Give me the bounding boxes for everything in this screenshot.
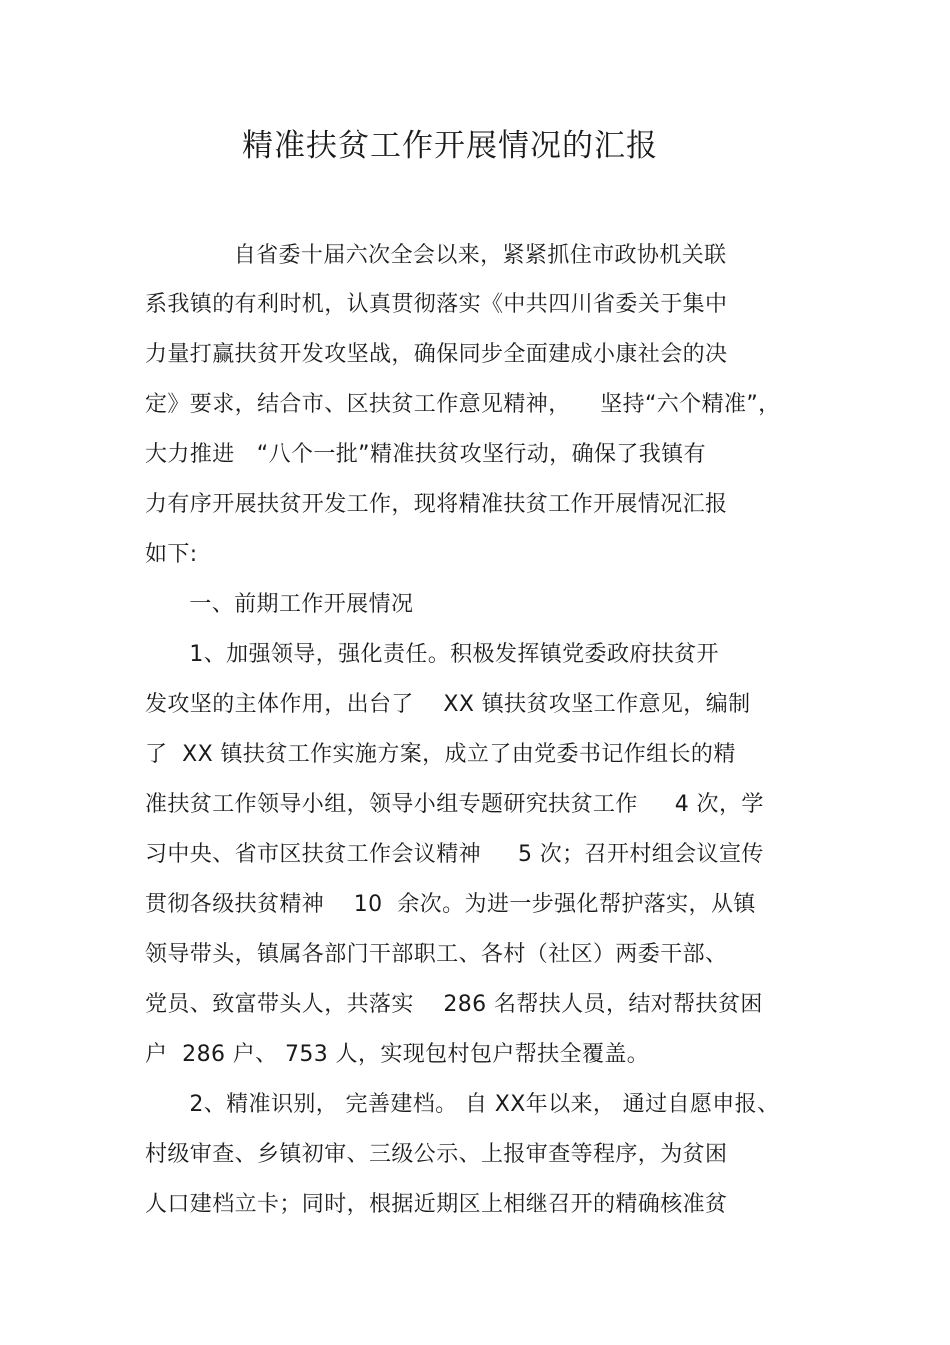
paragraph-line: 力量打赢扶贫开发攻坚战，确保同步全面建成小康社会的决 (145, 342, 728, 367)
paragraph-line: 准扶贫工作领导小组，领导小组专题研究扶贫工作 4 次，学 (145, 792, 764, 817)
paragraph-line: 户 286 户、 753 人，实现包村包户帮扶全覆盖。 (145, 1042, 650, 1067)
paragraph-line: 力有序开展扶贫开发工作，现将精准扶贫工作开展情况汇报 (145, 492, 728, 517)
document-title: 精准扶贫工作开展情况的汇报 (242, 128, 658, 164)
paragraph-line: 党员、致富带头人，共落实 286 名帮扶人员，结对帮扶贫困 (145, 992, 763, 1017)
paragraph-line: 2、精准识别， 完善建档。 自 XX年以来， 通过自愿申报、 (145, 1092, 780, 1117)
paragraph-line: 大力推进 “八个一批”精准扶贫攻坚行动，确保了我镇有 (145, 442, 706, 467)
paragraph-line: 了 XX 镇扶贫工作实施方案，成立了由党委书记作组长的精 (145, 742, 736, 767)
paragraph-line: 1、加强领导，强化责任。积极发挥镇党委政府扶贫开 (145, 642, 719, 667)
paragraph-line: 系我镇的有利时机，认真贯彻落实《中共四川省委关于集中 (145, 292, 728, 317)
paragraph-line: 贯彻各级扶贫精神 10 余次。为进一步强化帮护落实，从镇 (145, 892, 756, 917)
section-heading: 一、前期工作开展情况 (145, 592, 414, 617)
paragraph-line: 村级审查、乡镇初审、三级公示、上报审查等程序，为贫困 (145, 1142, 728, 1167)
paragraph-line: 习中央、省市区扶贫工作会议精神 5 次；召开村组会议宣传 (145, 842, 764, 867)
paragraph-line: 人口建档立卡；同时，根据近期区上相继召开的精确核准贫 (145, 1192, 728, 1217)
paragraph-line: 定》要求，结合市、区扶贫工作意见精神， 坚持“六个精准”， (145, 392, 781, 417)
paragraph-line: 发攻坚的主体作用，出台了 XX 镇扶贫攻坚工作意见，编制 (145, 692, 751, 717)
paragraph-line: 如下: (145, 542, 198, 567)
paragraph-line: 领导带头，镇属各部门干部职工、各村（社区）两委干部、 (145, 942, 728, 967)
paragraph-line: 自省委十届六次全会以来，紧紧抓住市政协机关联 (145, 243, 727, 268)
